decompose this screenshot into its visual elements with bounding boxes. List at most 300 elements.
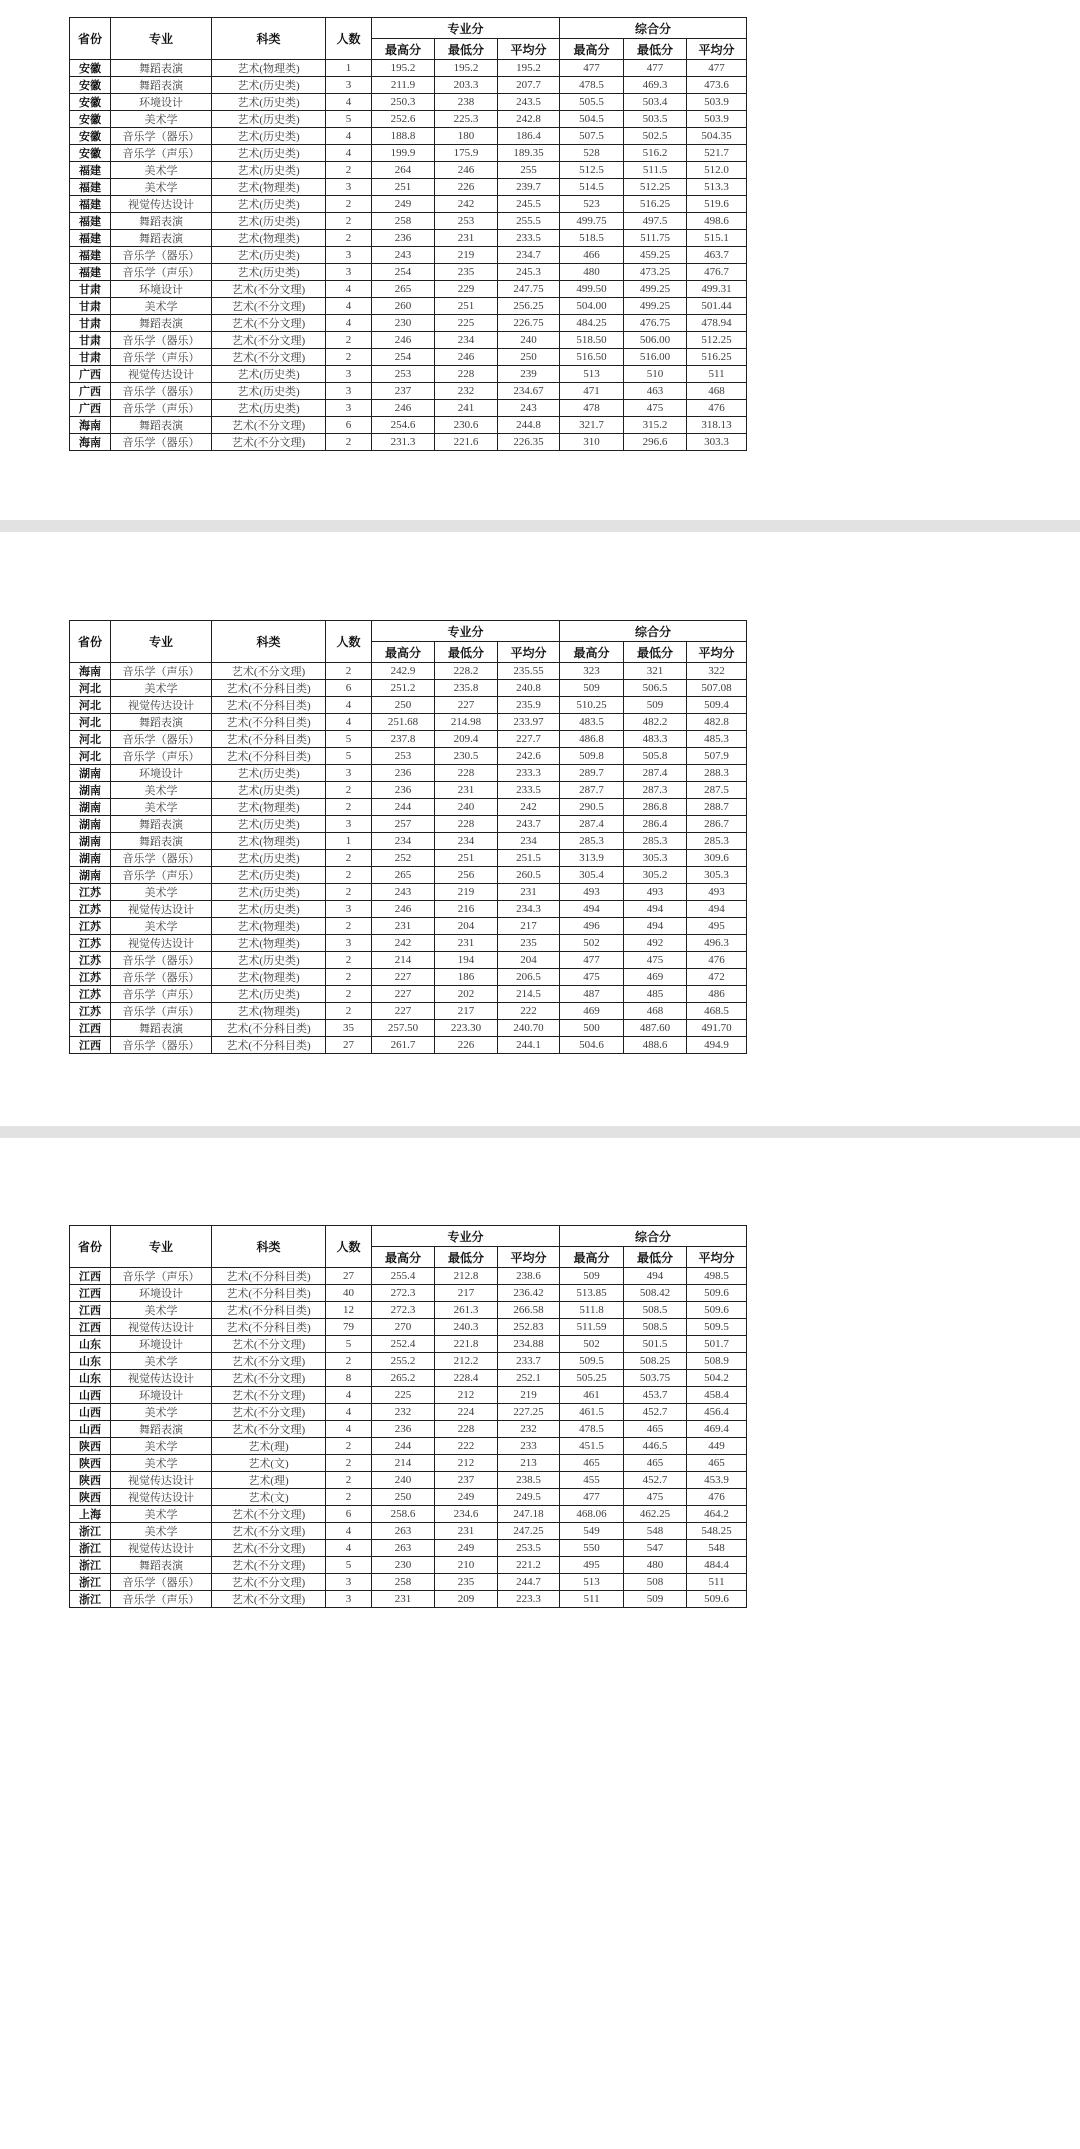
table-row [70, 383, 747, 400]
cell-province: 湖南 [70, 782, 111, 799]
cell-major-max: 246 [372, 332, 435, 349]
cell-major-min: 226 [435, 179, 498, 196]
cell-composite-max: 465 [560, 1455, 624, 1472]
cell-composite-min: 453.7 [624, 1387, 687, 1404]
cell-major: 视觉传达设计 [111, 901, 212, 918]
cell-major-avg: 243.5 [498, 94, 560, 111]
cell-major-max: 231.3 [372, 434, 435, 451]
col-header-composite-avg: 平均分 [687, 642, 747, 663]
cell-composite-min: 475 [624, 400, 687, 417]
cell-count: 4 [326, 1523, 372, 1540]
cell-category: 艺术(物理类) [212, 918, 326, 935]
col-header-major-min: 最低分 [435, 1247, 498, 1268]
cell-composite-min: 487.60 [624, 1020, 687, 1037]
cell-composite-min: 473.25 [624, 264, 687, 281]
cell-composite-avg: 548.25 [687, 1523, 747, 1540]
cell-composite-avg: 468 [687, 383, 747, 400]
cell-count: 2 [326, 850, 372, 867]
cell-category: 艺术(不分科目类) [212, 1020, 326, 1037]
cell-major-min: 226 [435, 1037, 498, 1054]
cell-category: 艺术(不分文理) [212, 434, 326, 451]
cell-major-avg: 247.18 [498, 1506, 560, 1523]
cell-major-max: 236 [372, 782, 435, 799]
cell-major-min: 212 [435, 1387, 498, 1404]
cell-major-avg: 189.35 [498, 145, 560, 162]
cell-composite-avg: 494.9 [687, 1037, 747, 1054]
col-header-composite-max: 最高分 [560, 642, 624, 663]
cell-major: 音乐学（器乐） [111, 969, 212, 986]
table-row [70, 1421, 747, 1438]
cell-count: 4 [326, 1404, 372, 1421]
cell-composite-max: 509.8 [560, 748, 624, 765]
table-row [70, 918, 747, 935]
cell-category: 艺术(历史类) [212, 884, 326, 901]
table-row [70, 952, 747, 969]
cell-major-max: 254.6 [372, 417, 435, 434]
table-row [70, 765, 747, 782]
cell-composite-avg: 287.5 [687, 782, 747, 799]
table-row [70, 1591, 747, 1608]
cell-province: 江西 [70, 1268, 111, 1285]
cell-province: 湖南 [70, 867, 111, 884]
cell-major-min: 186 [435, 969, 498, 986]
cell-composite-max: 496 [560, 918, 624, 935]
cell-province: 江苏 [70, 935, 111, 952]
cell-major-avg: 239 [498, 366, 560, 383]
cell-count: 4 [326, 1421, 372, 1438]
cell-major-max: 211.9 [372, 77, 435, 94]
cell-composite-avg: 286.7 [687, 816, 747, 833]
cell-composite-min: 506.00 [624, 332, 687, 349]
cell-composite-min: 483.3 [624, 731, 687, 748]
cell-composite-min: 501.5 [624, 1336, 687, 1353]
cell-composite-max: 477 [560, 952, 624, 969]
table-header [70, 18, 747, 60]
cell-major: 美术学 [111, 884, 212, 901]
cell-composite-avg: 509.5 [687, 1319, 747, 1336]
cell-composite-min: 475 [624, 1489, 687, 1506]
cell-composite-max: 321.7 [560, 417, 624, 434]
cell-major-min: 225.3 [435, 111, 498, 128]
cell-count: 3 [326, 400, 372, 417]
cell-major-max: 258 [372, 213, 435, 230]
col-header-count: 人数 [326, 18, 372, 60]
cell-major-avg: 226.35 [498, 434, 560, 451]
cell-major-min: 216 [435, 901, 498, 918]
cell-province: 甘肃 [70, 349, 111, 366]
cell-composite-max: 502 [560, 1336, 624, 1353]
cell-category: 艺术(历史类) [212, 782, 326, 799]
cell-composite-avg: 305.3 [687, 867, 747, 884]
cell-major-max: 253 [372, 748, 435, 765]
cell-composite-max: 455 [560, 1472, 624, 1489]
cell-composite-min: 511.75 [624, 230, 687, 247]
cell-major-avg: 234.88 [498, 1336, 560, 1353]
cell-category: 艺术(历史类) [212, 765, 326, 782]
cell-major: 美术学 [111, 1302, 212, 1319]
cell-major-max: 257 [372, 816, 435, 833]
table-row [70, 731, 747, 748]
cell-major-min: 231 [435, 230, 498, 247]
cell-composite-min: 548 [624, 1523, 687, 1540]
cell-province: 浙江 [70, 1523, 111, 1540]
cell-major-min: 242 [435, 196, 498, 213]
cell-composite-max: 493 [560, 884, 624, 901]
cell-category: 艺术(不分文理) [212, 1353, 326, 1370]
cell-province: 湖南 [70, 799, 111, 816]
cell-major-avg: 222 [498, 1003, 560, 1020]
cell-composite-min: 516.00 [624, 349, 687, 366]
table-row [70, 697, 747, 714]
cell-count: 3 [326, 247, 372, 264]
table-row [70, 230, 747, 247]
col-header-major-min: 最低分 [435, 39, 498, 60]
cell-category: 艺术(不分文理) [212, 1387, 326, 1404]
cell-category: 艺术(不分文理) [212, 1336, 326, 1353]
cell-composite-avg: 507.08 [687, 680, 747, 697]
cell-major-avg: 234.67 [498, 383, 560, 400]
table-row [70, 1020, 747, 1037]
cell-count: 4 [326, 714, 372, 731]
cell-province: 江苏 [70, 884, 111, 901]
cell-major-avg: 242.8 [498, 111, 560, 128]
cell-composite-avg: 463.7 [687, 247, 747, 264]
cell-major-min: 241 [435, 400, 498, 417]
cell-category: 艺术(文) [212, 1455, 326, 1472]
cell-major-max: 249 [372, 196, 435, 213]
cell-major-min: 175.9 [435, 145, 498, 162]
cell-province: 福建 [70, 264, 111, 281]
cell-composite-min: 477 [624, 60, 687, 77]
table-row [70, 77, 747, 94]
table-row [70, 1438, 747, 1455]
cell-major: 美术学 [111, 1404, 212, 1421]
cell-province: 浙江 [70, 1557, 111, 1574]
table-row [70, 833, 747, 850]
cell-composite-avg: 322 [687, 663, 747, 680]
cell-composite-max: 507.5 [560, 128, 624, 145]
cell-composite-avg: 515.1 [687, 230, 747, 247]
table-row [70, 1370, 747, 1387]
cell-category: 艺术(历史类) [212, 94, 326, 111]
table-row [70, 315, 747, 332]
cell-major-avg: 236.42 [498, 1285, 560, 1302]
cell-category: 艺术(不分科目类) [212, 1319, 326, 1336]
table-row [70, 1523, 747, 1540]
cell-major-avg: 217 [498, 918, 560, 935]
cell-composite-max: 518.5 [560, 230, 624, 247]
cell-major-avg: 249.5 [498, 1489, 560, 1506]
cell-major: 美术学 [111, 1523, 212, 1540]
cell-composite-min: 446.5 [624, 1438, 687, 1455]
cell-major-max: 188.8 [372, 128, 435, 145]
cell-count: 1 [326, 60, 372, 77]
cell-major-min: 228 [435, 366, 498, 383]
cell-category: 艺术(历史类) [212, 247, 326, 264]
col-header-major-max: 最高分 [372, 642, 435, 663]
cell-category: 艺术(不分文理) [212, 1523, 326, 1540]
cell-count: 12 [326, 1302, 372, 1319]
cell-count: 2 [326, 799, 372, 816]
cell-composite-max: 483.5 [560, 714, 624, 731]
cell-major-max: 214 [372, 1455, 435, 1472]
cell-province: 河北 [70, 714, 111, 731]
table-row [70, 179, 747, 196]
cell-major: 舞蹈表演 [111, 77, 212, 94]
cell-count: 79 [326, 1319, 372, 1336]
cell-major-min: 231 [435, 782, 498, 799]
cell-major-min: 235 [435, 1574, 498, 1591]
cell-composite-max: 512.5 [560, 162, 624, 179]
cell-major-min: 240.3 [435, 1319, 498, 1336]
table-row [70, 816, 747, 833]
cell-major-avg: 235.55 [498, 663, 560, 680]
cell-major-avg: 242 [498, 799, 560, 816]
cell-count: 5 [326, 111, 372, 128]
cell-major-avg: 232 [498, 1421, 560, 1438]
cell-category: 艺术(不分文理) [212, 1540, 326, 1557]
cell-composite-min: 315.2 [624, 417, 687, 434]
cell-composite-min: 296.6 [624, 434, 687, 451]
cell-count: 3 [326, 77, 372, 94]
table-row [70, 332, 747, 349]
cell-composite-min: 499.25 [624, 281, 687, 298]
cell-major-min: 225 [435, 315, 498, 332]
cell-category: 艺术(物理类) [212, 969, 326, 986]
cell-major: 环境设计 [111, 1387, 212, 1404]
cell-category: 艺术(物理类) [212, 935, 326, 952]
cell-composite-min: 508.5 [624, 1319, 687, 1336]
col-header-category: 科类 [212, 1226, 326, 1268]
table-row [70, 782, 747, 799]
cell-province: 浙江 [70, 1574, 111, 1591]
cell-composite-max: 451.5 [560, 1438, 624, 1455]
cell-count: 2 [326, 230, 372, 247]
cell-count: 4 [326, 298, 372, 315]
cell-major-min: 203.3 [435, 77, 498, 94]
cell-composite-min: 511.5 [624, 162, 687, 179]
cell-composite-max: 495 [560, 1557, 624, 1574]
cell-composite-max: 487 [560, 986, 624, 1003]
cell-composite-avg: 309.6 [687, 850, 747, 867]
cell-major-avg: 204 [498, 952, 560, 969]
cell-province: 广西 [70, 383, 111, 400]
cell-major-max: 195.2 [372, 60, 435, 77]
cell-major-max: 250 [372, 1489, 435, 1506]
cell-major-max: 265.2 [372, 1370, 435, 1387]
cell-major-min: 249 [435, 1540, 498, 1557]
cell-composite-min: 285.3 [624, 833, 687, 850]
cell-composite-avg: 484.4 [687, 1557, 747, 1574]
cell-count: 2 [326, 663, 372, 680]
cell-category: 艺术(不分文理) [212, 1404, 326, 1421]
cell-major: 美术学 [111, 918, 212, 935]
page-separator [0, 520, 1080, 532]
cell-province: 浙江 [70, 1591, 111, 1608]
cell-major-avg: 233.5 [498, 782, 560, 799]
cell-category: 艺术(不分文理) [212, 1557, 326, 1574]
cell-composite-avg: 508.9 [687, 1353, 747, 1370]
cell-composite-max: 484.25 [560, 315, 624, 332]
table-row [70, 663, 747, 680]
cell-major: 美术学 [111, 1455, 212, 1472]
cell-major-avg: 243.7 [498, 816, 560, 833]
cell-major-max: 231 [372, 918, 435, 935]
table-row [70, 128, 747, 145]
cell-composite-avg: 496.3 [687, 935, 747, 952]
cell-major-avg: 255.5 [498, 213, 560, 230]
cell-major-max: 236 [372, 230, 435, 247]
cell-major-avg: 234 [498, 833, 560, 850]
cell-composite-avg: 512.25 [687, 332, 747, 349]
cell-category: 艺术(不分科目类) [212, 1037, 326, 1054]
cell-count: 4 [326, 697, 372, 714]
col-header-composite-avg: 平均分 [687, 1247, 747, 1268]
cell-province: 河北 [70, 748, 111, 765]
cell-major: 舞蹈表演 [111, 60, 212, 77]
cell-category: 艺术(历史类) [212, 145, 326, 162]
table-row [70, 1285, 747, 1302]
cell-major: 音乐学（声乐） [111, 400, 212, 417]
cell-major-avg: 255 [498, 162, 560, 179]
cell-composite-min: 510 [624, 366, 687, 383]
cell-composite-min: 286.8 [624, 799, 687, 816]
cell-category: 艺术(历史类) [212, 196, 326, 213]
cell-major-avg: 233.3 [498, 765, 560, 782]
table-row [70, 1557, 747, 1574]
table-row [70, 714, 747, 731]
table-row [70, 1455, 747, 1472]
cell-composite-max: 509.5 [560, 1353, 624, 1370]
cell-major: 音乐学（声乐） [111, 1268, 212, 1285]
cell-major-min: 221.6 [435, 434, 498, 451]
cell-category: 艺术(历史类) [212, 867, 326, 884]
cell-major-min: 221.8 [435, 1336, 498, 1353]
cell-composite-max: 509 [560, 1268, 624, 1285]
cell-major-min: 231 [435, 1523, 498, 1540]
cell-major-max: 250.3 [372, 94, 435, 111]
cell-composite-min: 506.5 [624, 680, 687, 697]
cell-composite-avg: 464.2 [687, 1506, 747, 1523]
cell-category: 艺术(历史类) [212, 111, 326, 128]
cell-composite-avg: 469.4 [687, 1421, 747, 1438]
cell-province: 江西 [70, 1285, 111, 1302]
cell-major: 美术学 [111, 162, 212, 179]
cell-composite-avg: 494 [687, 901, 747, 918]
cell-composite-max: 499.50 [560, 281, 624, 298]
cell-major-avg: 244.1 [498, 1037, 560, 1054]
cell-composite-avg: 472 [687, 969, 747, 986]
cell-count: 3 [326, 366, 372, 383]
cell-composite-avg: 477 [687, 60, 747, 77]
cell-province: 安徽 [70, 145, 111, 162]
cell-composite-max: 550 [560, 1540, 624, 1557]
col-header-major-score-group: 专业分 [372, 18, 560, 39]
table-row [70, 417, 747, 434]
cell-major: 美术学 [111, 1353, 212, 1370]
cell-major-min: 214.98 [435, 714, 498, 731]
cell-composite-min: 465 [624, 1421, 687, 1438]
cell-category: 艺术(不分文理) [212, 1591, 326, 1608]
cell-count: 2 [326, 969, 372, 986]
table-row [70, 1302, 747, 1319]
cell-count: 2 [326, 213, 372, 230]
cell-category: 艺术(历史类) [212, 383, 326, 400]
cell-major-avg: 245.5 [498, 196, 560, 213]
cell-composite-min: 452.7 [624, 1404, 687, 1421]
cell-composite-min: 494 [624, 1268, 687, 1285]
table-row [70, 1336, 747, 1353]
cell-composite-max: 510.25 [560, 697, 624, 714]
cell-major: 美术学 [111, 782, 212, 799]
cell-composite-avg: 521.7 [687, 145, 747, 162]
cell-count: 2 [326, 196, 372, 213]
col-header-major-max: 最高分 [372, 39, 435, 60]
cell-count: 4 [326, 1540, 372, 1557]
cell-major-min: 210 [435, 1557, 498, 1574]
cell-major: 舞蹈表演 [111, 714, 212, 731]
cell-count: 2 [326, 867, 372, 884]
col-header-composite-min: 最低分 [624, 642, 687, 663]
cell-province: 山东 [70, 1353, 111, 1370]
cell-major-max: 237.8 [372, 731, 435, 748]
cell-count: 2 [326, 1353, 372, 1370]
cell-major: 舞蹈表演 [111, 315, 212, 332]
cell-major-min: 204 [435, 918, 498, 935]
cell-major-max: 252.4 [372, 1336, 435, 1353]
cell-province: 江西 [70, 1037, 111, 1054]
cell-major: 音乐学（器乐） [111, 332, 212, 349]
cell-composite-avg: 485.3 [687, 731, 747, 748]
cell-major: 音乐学（声乐） [111, 349, 212, 366]
cell-composite-max: 461 [560, 1387, 624, 1404]
cell-category: 艺术(历史类) [212, 986, 326, 1003]
cell-composite-avg: 449 [687, 1438, 747, 1455]
cell-composite-max: 287.7 [560, 782, 624, 799]
cell-composite-max: 310 [560, 434, 624, 451]
cell-composite-min: 508.25 [624, 1353, 687, 1370]
cell-province: 福建 [70, 162, 111, 179]
cell-count: 2 [326, 884, 372, 901]
cell-major: 环境设计 [111, 281, 212, 298]
cell-count: 2 [326, 918, 372, 935]
col-header-composite-score-group: 综合分 [560, 1226, 747, 1247]
cell-major-max: 252.6 [372, 111, 435, 128]
cell-composite-min: 485 [624, 986, 687, 1003]
cell-major-avg: 238.6 [498, 1268, 560, 1285]
cell-major-avg: 238.5 [498, 1472, 560, 1489]
cell-count: 6 [326, 680, 372, 697]
cell-count: 40 [326, 1285, 372, 1302]
cell-composite-min: 475 [624, 952, 687, 969]
cell-composite-max: 477 [560, 1489, 624, 1506]
cell-major-avg: 240.8 [498, 680, 560, 697]
cell-category: 艺术(不分文理) [212, 1370, 326, 1387]
cell-province: 福建 [70, 213, 111, 230]
cell-count: 4 [326, 315, 372, 332]
cell-major: 音乐学（声乐） [111, 145, 212, 162]
cell-major: 舞蹈表演 [111, 213, 212, 230]
scores-table-page-1 [69, 17, 747, 451]
cell-major-avg: 195.2 [498, 60, 560, 77]
table-row [70, 935, 747, 952]
cell-count: 4 [326, 145, 372, 162]
cell-major-min: 219 [435, 247, 498, 264]
cell-major-max: 234 [372, 833, 435, 850]
cell-composite-avg: 516.25 [687, 349, 747, 366]
table-row [70, 867, 747, 884]
cell-major-max: 263 [372, 1540, 435, 1557]
